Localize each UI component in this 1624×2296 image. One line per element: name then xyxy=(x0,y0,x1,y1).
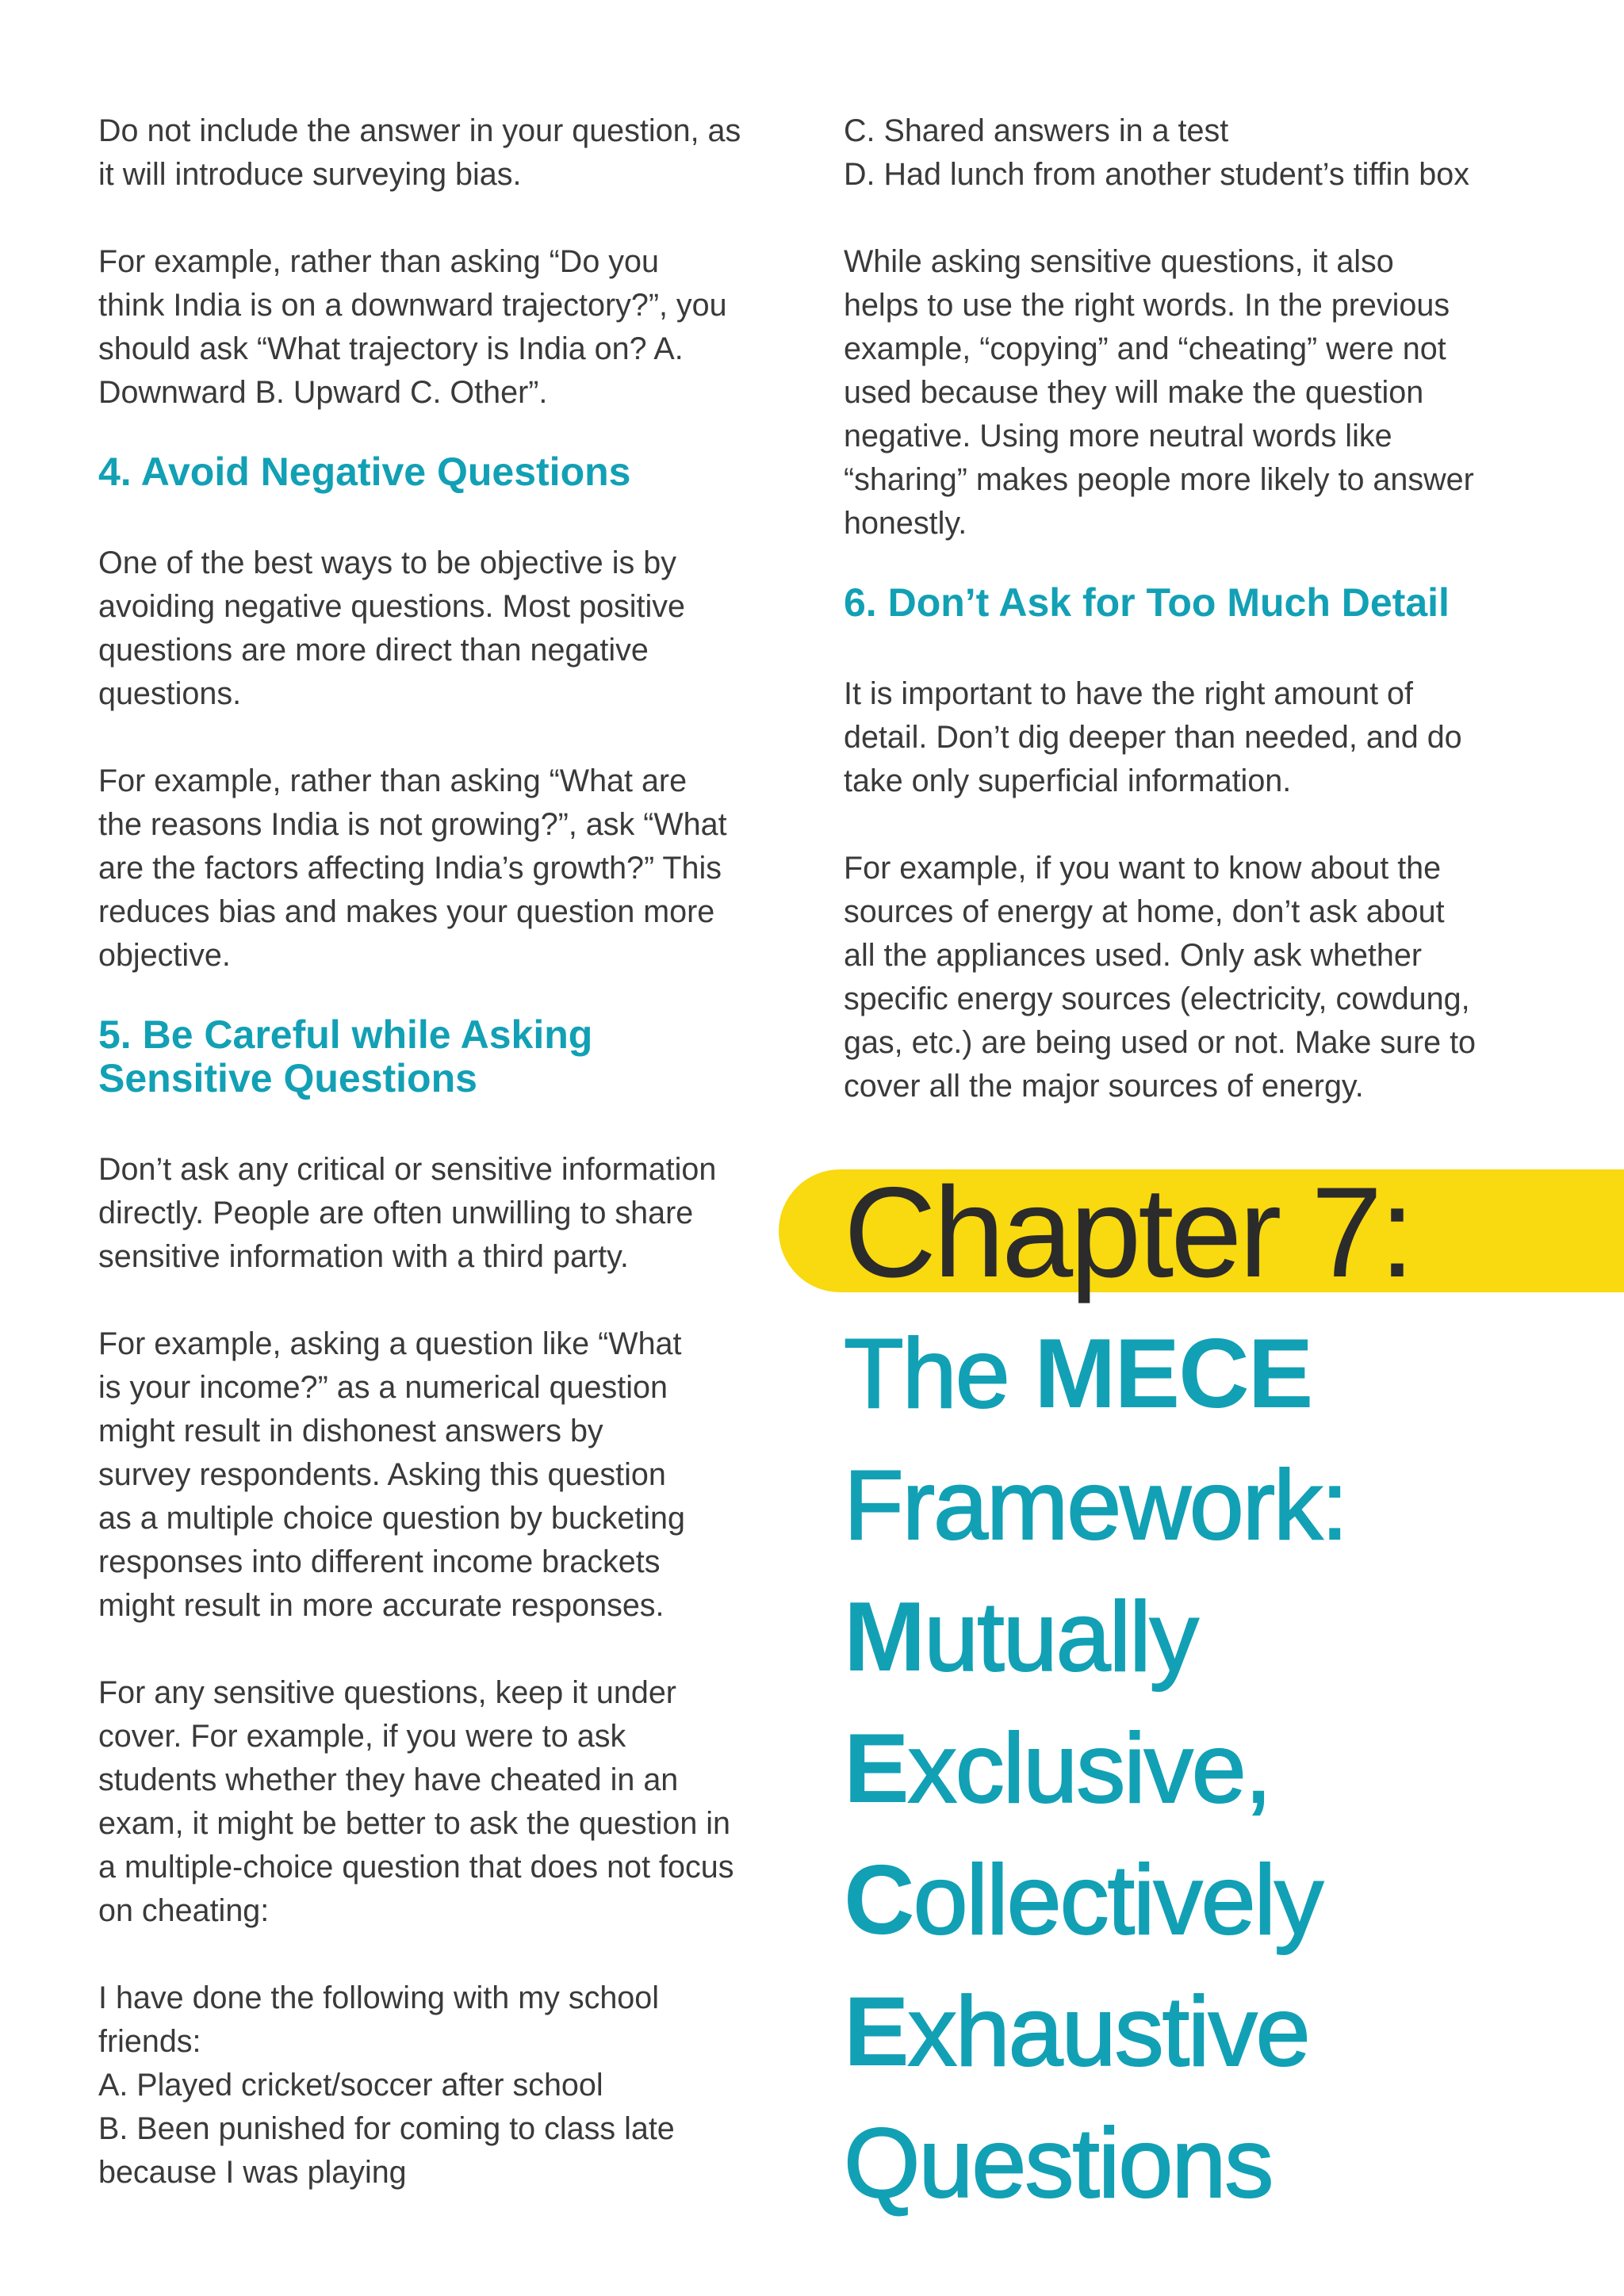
paragraph: It is important to have the right amount of detail. Don’t dig deeper than needed, and do take only superficial information. xyxy=(844,676,1462,798)
paragraph: For example, rather than asking “What are the reasons India is not growing?”, ask “What are the factors affecting India’s growth?” This reduces bias and makes your question more objective. xyxy=(98,763,727,973)
paragraph: For example, rather than asking “Do you think India is on a downward trajectory?”, you should ask “What trajectory is India on? A. Downward B. Upward C. Other”. xyxy=(98,244,727,410)
section-heading-5: 5. Be Careful while Asking Sensitive Questions xyxy=(98,1012,593,1100)
paragraph: While asking sensitive questions, it also helps to use the right words. In the previous example, “copying” and “cheating” were not used because they will make the question negative. Using more neutral words like “sharing” makes people more likely to answer honestly. xyxy=(844,244,1474,541)
paragraph: Do not include the answer in your question, as it will introduce surveying bias. xyxy=(98,113,741,192)
paragraph: I have done the following with my school friends: A. Played cricket/soccer after school B. Been punished for coming to class late because I was playing xyxy=(98,1980,675,2190)
paragraph: For example, if you want to know about the sources of energy at home, don’t ask about all the appliances used. Only ask whether specific energy sources (electricity, cowdung, gas, etc.) are being used or not. Make sure to cover all the major sources of energy. xyxy=(844,851,1477,1104)
chapter-title-line: Exclusive, xyxy=(844,1714,1271,1823)
paragraph: One of the best ways to be objective is by avoiding negative questions. Most positive questions are more direct than negative questions. xyxy=(98,545,685,711)
paragraph: C. Shared answers in a test D. Had lunch from another student’s tiffin box xyxy=(844,113,1469,192)
section-heading-6: 6. Don’t Ask for Too Much Detail xyxy=(844,580,1450,625)
chapter-title xyxy=(844,1308,1605,2229)
section-heading-4: 4. Avoid Negative Questions xyxy=(98,450,631,494)
chapter-title-line: The MECE xyxy=(844,1319,1312,1429)
chapter-label: Chapter 7: xyxy=(844,1161,1412,1304)
right-column xyxy=(844,109,1557,1108)
chapter-title-line: Collectively xyxy=(844,1846,1323,1955)
left-column xyxy=(98,109,796,2195)
chapter-title-line: Exhaustive xyxy=(844,1977,1309,2087)
chapter-title-line: Mutually xyxy=(844,1582,1197,1692)
paragraph: For example, asking a question like “What is your income?” as a numerical question might result in dishonest answers by survey respondents. Asking this question as a multiple choice question by bucketing responses into different income brackets might result in more accurate responses. xyxy=(98,1326,685,1623)
chapter-title-line: Framework: xyxy=(844,1451,1347,1560)
paragraph: Don’t ask any critical or sensitive information directly. People are often unwilling to share sensitive information with a third party. xyxy=(98,1152,717,1274)
paragraph: For any sensitive questions, keep it under cover. For example, if you were to ask students whether they have cheated in an exam, it might be better to ask the question in a multiple-choice question that does not focus on cheating: xyxy=(98,1675,734,1928)
chapter-title-line: Questions xyxy=(844,2109,1273,2218)
